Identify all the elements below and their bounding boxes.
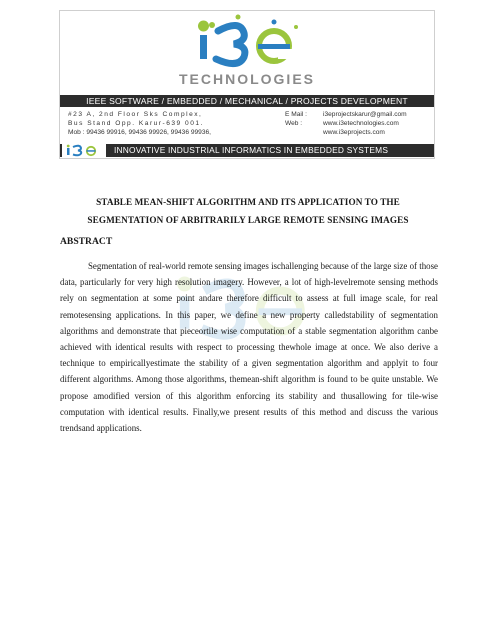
abstract-heading: ABSTRACT — [60, 236, 113, 247]
title-line-2: SEGMENTATION OF ARBITRARILY LARGE REMOTE SENSING IMAGES — [87, 215, 409, 225]
address-block — [68, 110, 211, 137]
web-link-1[interactable]: www.i3etechnologies.com — [323, 120, 399, 127]
online-contact — [285, 110, 407, 137]
services-band: IEEE SOFTWARE / EMBEDDED / MECHANICAL / PROJECTS DEVELOPMENT — [60, 95, 434, 107]
company-logo — [60, 13, 434, 91]
email-link[interactable]: i3eprojectskarur@gmail.com — [323, 111, 407, 118]
web-label: Web : — [285, 120, 303, 127]
contact-block — [60, 110, 434, 140]
i3e-mini-logo-icon — [62, 144, 106, 157]
company-name: TECHNOLOGIES — [178, 71, 315, 87]
mobile-numbers: Mob : 99436 99916, 99436 99926, 99436 99936, — [68, 129, 211, 136]
letterhead — [59, 10, 435, 159]
tagline: INNOVATIVE INDUSTRIAL INFORMATICS IN EMBEDDED SYSTEMS — [114, 145, 389, 155]
tagline-band — [60, 144, 434, 157]
abstract-text: Segmentation of real-world remote sensing images ischallenging because of the large size of those data, particularly for very high resolution imagery. However, a lot of high-levelremote sensing methods rely on segmentation at some point andare therefore difficult to assess at full image scale, for real remotesensing applications. In this paper, we define a new property calledstability of segmentation algorithms and demonstrate that pieceortile wise computation of a stable segmentation algorithm canbe achieved with identical results with respect to processing thewhole image at once. We also derive a technique to empiricallyestimate the stability of a given segmentation algorithm and applyit to four different algorithms. Among those algorithms, themean-shift algorithm is found to be quite unstable. We propose amodified version of this algorithm enforcing its stability and thusallowing for tile-wise computation with identical results. Finally,we present results of this method and discuss the various trendsand applications. — [60, 261, 438, 434]
document-title — [60, 193, 436, 229]
title-line-1: STABLE MEAN-SHIFT ALGORITHM AND ITS APPLICATION TO THE — [96, 197, 400, 207]
web-link-2[interactable]: www.i3eprojects.com — [323, 129, 385, 136]
email-label: E Mail : — [285, 111, 307, 118]
mini-logo — [62, 144, 106, 157]
i3e-logo-icon — [178, 13, 318, 73]
address-line-2: Bus Stand Opp. Karur-639 001. — [68, 120, 204, 127]
address-line-1: #23 A, 2nd Floor Sks Complex, — [68, 111, 203, 118]
